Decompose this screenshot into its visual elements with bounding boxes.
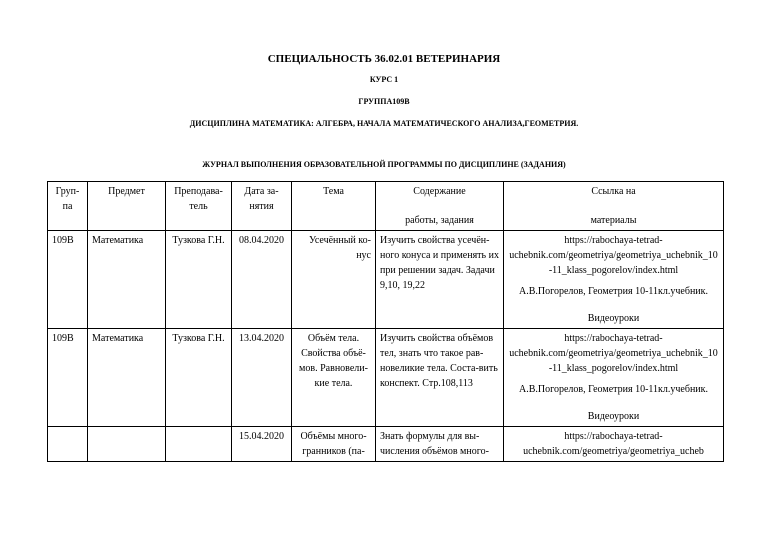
cell-content: Изучить свойства усечён-ного конуса и применять их при решении задач. Задачи 9,10, 19,22 (376, 231, 504, 329)
cell-date: 15.04.2020 (232, 427, 292, 462)
video-lessons-label: Видеоуроки (587, 411, 640, 422)
cell-link (504, 329, 724, 427)
cell-link (504, 231, 724, 329)
cell-group (48, 427, 88, 462)
cell-content: Изучить свойства объёмов тел, знать что такое рав-новеликие тела. Соста-вить конспект. Стр.108,113 (376, 329, 504, 427)
column-header-date: Дата за-нятия (232, 182, 292, 231)
material-link[interactable]: https://rabochaya-tetrad-uchebnik.com/geometriya/geometriya_uchebnik_10-11_klass_pogorelov/index.html (509, 235, 718, 276)
cell-link (504, 427, 724, 462)
column-header-link (504, 182, 724, 231)
cell-date: 08.04.2020 (232, 231, 292, 329)
table-row (48, 427, 724, 462)
cell-subject: Математика (88, 231, 166, 329)
cell-topic: Объём тела. Свойства объё-мов. Равновели-кие тела. (292, 329, 376, 427)
video-lessons-label: Видеоуроки (587, 313, 640, 324)
cell-date: 13.04.2020 (232, 329, 292, 427)
textbook-reference: А.В.Погорелов, Геометрия 10-11кл.учебник. (518, 384, 709, 395)
journal-table (47, 181, 724, 462)
cell-teacher: Тузкова Г.Н. (166, 329, 232, 427)
table-row (48, 329, 724, 427)
textbook-reference: А.В.Погорелов, Геометрия 10-11кл.учебник. (518, 286, 709, 297)
column-header-topic: Тема (292, 182, 376, 231)
content-header-bottom: работы, задания (405, 215, 474, 226)
cell-content: Знать формулы для вы-числения объёмов много- (376, 427, 504, 462)
cell-teacher: Тузкова Г.Н. (166, 231, 232, 329)
column-header-teacher: Преподава-тель (166, 182, 232, 231)
material-link[interactable]: https://rabochaya-tetrad-uchebnik.com/geometriya/geometriya_uchebnik_10-11_klass_pogorelov/index.html (509, 333, 718, 374)
course-label: КУРС 1 (369, 75, 399, 84)
column-header-group: Груп-па (48, 182, 88, 231)
table-header-row (48, 182, 724, 231)
cell-topic: Объёмы много-гранников (па- (292, 427, 376, 462)
cell-group: 109В (48, 329, 88, 427)
group-label: ГРУППА109В (358, 97, 410, 106)
cell-subject: Математика (88, 329, 166, 427)
cell-subject (88, 427, 166, 462)
column-header-content (376, 182, 504, 231)
content-header-top: Содержание (413, 186, 466, 197)
material-link[interactable]: https://rabochaya-tetrad-uchebnik.com/geometriya/geometriya_ucheb (523, 431, 704, 457)
link-header-top: Ссылка на (591, 186, 636, 197)
column-header-subject: Предмет (88, 182, 166, 231)
cell-topic: Усечённый ко-нус (292, 231, 376, 329)
discipline-title: ДИСЦИПЛИНА МАТЕМАТИКА: АЛГЕБРА, НАЧАЛА МАТЕМАТИЧЕСКОГО АНАЛИЗА,ГЕОМЕТРИЯ. (189, 119, 579, 128)
journal-title: ЖУРНАЛ ВЫПОЛНЕНИЯ ОБРАЗОВАТЕЛЬНОЙ ПРОГРАММЫ ПО ДИСЦИПЛИНЕ (ЗАДАНИЯ) (202, 160, 566, 169)
cell-teacher (166, 427, 232, 462)
table-row (48, 231, 724, 329)
link-header-bottom: материалы (590, 215, 637, 226)
cell-group: 109В (48, 231, 88, 329)
specialty-title: СПЕЦИАЛЬНОСТЬ 36.02.01 ВЕТЕРИНАРИЯ (267, 53, 501, 65)
